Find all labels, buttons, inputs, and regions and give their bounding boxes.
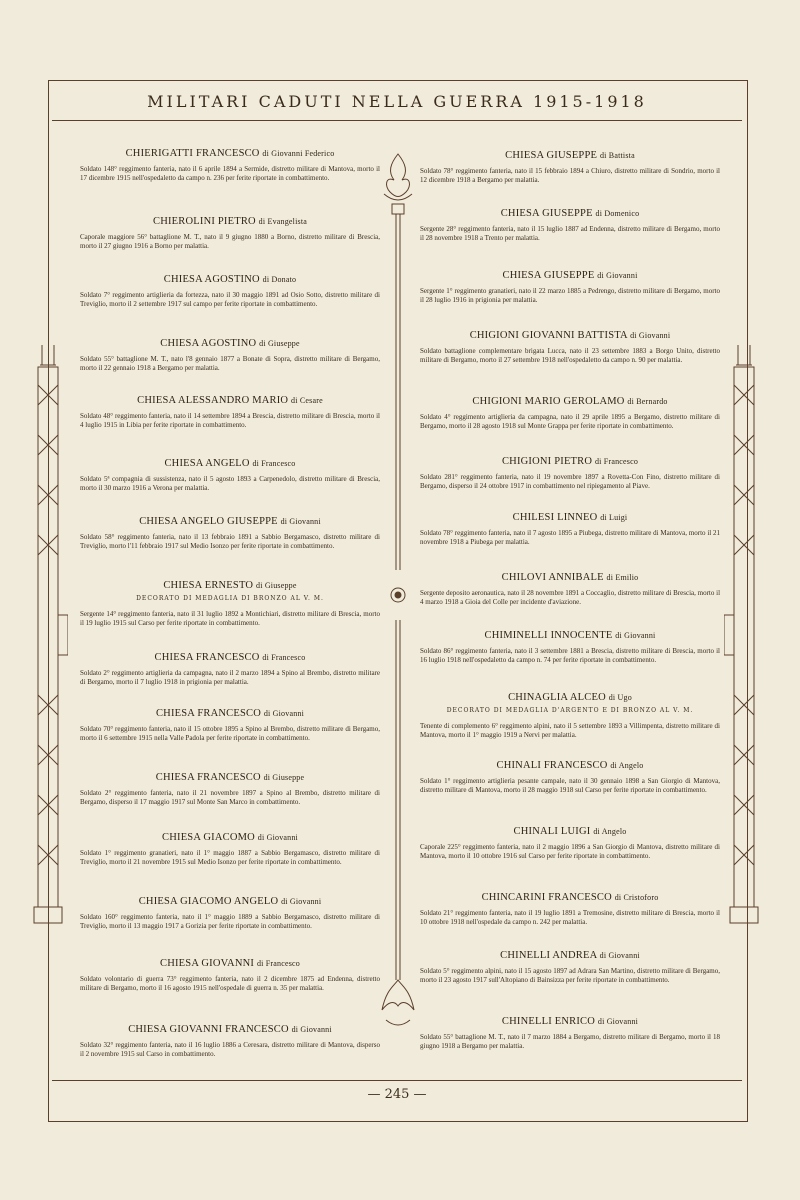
entry-text: Soldato 58° reggimento fanteria, nato il 13 febbraio 1891 a Sabbio Bergamasco, distretto militare di Treviglio, morto l'11 febbraio 1917 sul Medio Isonzo per ferite riportate in combattimento. <box>80 533 380 550</box>
entry-text: Soldato 7° reggimento artiglieria da fortezza, nato il 30 maggio 1891 ad Osio Sotto, distretto militare di Treviglio, morto il 2 settembre 1917 sul campo per ferite riportate in combattimento. <box>80 291 380 308</box>
entry-patronymic: di Emilio <box>606 573 639 582</box>
entry-patronymic: di Angelo <box>610 761 644 770</box>
entry-name: CHINAGLIA ALCEO <box>508 692 606 703</box>
entry-name: CHIESA ANGELO GIUSEPPE <box>139 516 278 527</box>
entry-name: CHILOVI ANNIBALE <box>501 572 604 583</box>
entry-patronymic: di Giuseppe <box>259 339 300 348</box>
entry-patronymic: di Giovanni <box>291 1025 332 1034</box>
entry-name: CHIESA GIUSEPPE <box>500 208 593 219</box>
entry-name: CHIGIONI MARIO GEROLAMO <box>472 396 625 407</box>
entry-text: Caporale maggiore 56° battaglione M. T., nato il 9 giugno 1880 a Borno, distretto militare di Brescia, morto il 27 giugno 1916 a Borno per malattia. <box>80 233 380 250</box>
entry-text: Soldato 21° reggimento fanteria, nato il 19 luglio 1891 a Tremosine, distretto militare di Brescia, morto il 10 ottobre 1918 nell'ospedale da campo n. 242 per malattia. <box>420 909 720 926</box>
list-item <box>420 630 720 665</box>
entry-name: CHIESA ERNESTO <box>163 580 254 591</box>
entry-patronymic: di Giovanni <box>630 331 671 340</box>
list-item <box>80 708 380 743</box>
entry-text: Soldato 2° reggimento fanteria, nato il 21 novembre 1897 a Spino al Brembo, distretto militare di Bergamo, disperso il 17 maggio 1917 sul Monte San Marco in combattimento. <box>80 789 380 806</box>
list-item <box>80 832 380 867</box>
list-item <box>420 208 720 243</box>
entry-patronymic: di Francesco <box>594 457 639 466</box>
entry-name: CHIERIGATTI FRANCESCO <box>125 148 260 159</box>
entry-name: CHIESA AGOSTINO <box>163 274 260 285</box>
page-title: MILITARI CADUTI NELLA GUERRA 1915-1918 <box>147 92 647 111</box>
list-item <box>80 772 380 807</box>
entry-patronymic: di Giuseppe <box>263 773 305 782</box>
entry-patronymic: di Francesco <box>256 959 300 968</box>
entry-text: Soldato 78° reggimento fanteria, nato il 15 febbraio 1894 a Chiuro, distretto militare di Sondrio, morto il 12 dicembre 1918 a Bergamo per malattia. <box>420 167 720 184</box>
entry-name: CHIESA GIACOMO <box>162 832 255 843</box>
entry-text: Soldato 32° reggimento fanteria, nato il 16 luglio 1886 a Ceresara, distretto militare di Mantova, disperso il 2 novembre 1915 sul Carso in combattimento. <box>80 1041 380 1058</box>
entry-patronymic: di Cristoforo <box>614 893 659 902</box>
list-item <box>80 216 380 251</box>
list-item <box>420 512 720 547</box>
entry-award: DECORATO DI MEDAGLIA D'ARGENTO E DI BRONZO AL V. M. <box>446 707 694 714</box>
entry-patronymic: di Cesare <box>291 396 323 405</box>
entry-text: Tenente di complemento 6° reggimento alpini, nato il 5 settembre 1893 a Villimpenta, distretto militare di Mantova, morto il 1° maggio 1919 a Nervi per malattia. <box>420 722 720 739</box>
entry-patronymic: di Giovanni <box>597 271 638 280</box>
entry-name: CHIMINELLI INNOCENTE <box>484 630 613 641</box>
list-item <box>420 572 720 607</box>
entry-name: CHIESA FRANCESCO <box>154 652 260 663</box>
entry-name: CHINALI FRANCESCO <box>496 760 608 771</box>
entry-name: CHIESA FRANCESCO <box>155 708 261 719</box>
list-item <box>80 896 380 931</box>
entry-award: DECORATO DI MEDAGLIA DI BRONZO AL V. M. <box>136 595 324 602</box>
list-item <box>420 456 720 491</box>
entry-patronymic: di Angelo <box>593 827 627 836</box>
list-item <box>80 958 380 993</box>
list-item <box>420 760 720 795</box>
entry-text: Soldato 2° reggimento artiglieria da campagna, nato il 2 marzo 1894 a Spino al Brembo, distretto militare di Bergamo, morto il 7 luglio 1918 in prigionia per malattia. <box>80 669 380 686</box>
entry-name: CHIESA GIOVANNI FRANCESCO <box>128 1024 289 1035</box>
entry-text: Soldato 1° reggimento granatieri, nato il 1° maggio 1887 a Sabbio Bergamasco, distretto militare di Treviglio, morto il 21 novembre 1915 sul Medio Isonzo per ferite riportate in combattimento. <box>80 849 380 866</box>
entry-name: CHIESA GIACOMO ANGELO <box>138 896 279 907</box>
entry-text: Soldato 5° reggimento alpini, nato il 15 agosto 1897 ad Adrara San Martino, distretto militare di Bergamo, morto il 23 agosto 1917 sull'Altopiano di Bainsizza per ferite riportate in combattimento. <box>420 967 720 984</box>
list-item <box>80 580 380 628</box>
entry-text: Sergente 14° reggimento fanteria, nato il 31 luglio 1892 a Montichiari, distretto militare di Brescia, morto il 19 luglio 1915 sul Carso per ferite riportate in combattimento. <box>80 610 380 627</box>
list-item <box>420 330 720 365</box>
page-footer <box>52 1080 742 1115</box>
entry-patronymic: di Giovanni <box>597 1017 639 1026</box>
entry-patronymic: di Evangelista <box>258 217 308 226</box>
entry-text: Soldato battaglione complementare brigata Lucca, nato il 23 settembre 1883 a Borgo Unito, distretto militare di Bergamo, morto il 27 settembre 1918 nell'ospedaletto da campo n. 90 per malattia. <box>420 347 720 364</box>
entry-name: CHIESA FRANCESCO <box>155 772 261 783</box>
entry-name: CHINELLI ENRICO <box>501 1016 596 1027</box>
entry-patronymic: di Giovanni <box>257 833 298 842</box>
entry-patronymic: di Giovanni <box>599 951 640 960</box>
entry-patronymic: di Francesco <box>262 653 306 662</box>
list-item <box>420 892 720 927</box>
entry-text: Soldato 1° reggimento artiglieria pesante campale, nato il 30 gennaio 1898 a San Giorgio di Mantova, distretto militare di Mantova, morto il 28 maggio 1918 sul Carso per ferite riportate in combattimento. <box>420 777 720 794</box>
entry-name: CHILESI LINNEO <box>512 512 598 523</box>
entry-name: CHINCARINI FRANCESCO <box>481 892 612 903</box>
entry-patronymic: di Giovanni <box>263 709 305 718</box>
entry-text: Soldato 55° battaglione M. T., nato l'8 gennaio 1877 a Bonate di Sopra, distretto militare di Bergamo, morto il 22 gennaio 1918 a Bergamo per malattia. <box>80 355 380 372</box>
entry-patronymic: di Domenico <box>595 209 640 218</box>
entry-patronymic: di Battista <box>599 151 635 160</box>
entry-text: Sergente 28° reggimento fanteria, nato il 15 luglio 1887 ad Endenna, distretto militare di Bergamo, morto il 28 novembre 1918 a Trento per malattia. <box>420 225 720 242</box>
entry-name: CHIESA GIOVANNI <box>160 958 255 969</box>
list-item <box>80 516 380 551</box>
list-item <box>80 148 380 183</box>
entry-patronymic: di Giovanni Federico <box>262 149 335 158</box>
list-item <box>420 692 720 740</box>
entry-name: CHIGIONI GIOVANNI BATTISTA <box>469 330 628 341</box>
list-item <box>80 652 380 687</box>
entry-name: CHINELLI ANDREA <box>500 950 597 961</box>
entry-text: Soldato 78° reggimento fanteria, nato il 7 agosto 1895 a Piubega, distretto militare di Mantova, morto il 21 novembre 1918 a Piubega per malattia. <box>420 529 720 546</box>
entry-patronymic: di Luigi <box>600 513 628 522</box>
page-number: — 245 — <box>367 1087 427 1102</box>
entry-patronymic: di Bernardo <box>627 397 668 406</box>
right-fasces-column-icon <box>724 345 764 935</box>
entry-text: Soldato 70° reggimento fanteria, nato il 15 ottobre 1895 a Spino al Brembo, distretto militare di Bergamo, morto il 6 settembre 1915 nella Valle Padola per ferite riportate in combattimento. <box>80 725 380 742</box>
list-item <box>420 1016 720 1051</box>
torch-column-icon <box>376 150 420 1040</box>
entry-text: Soldato 86° reggimento fanteria, nato il 3 settembre 1881 a Brescia, distretto militare di Brescia, morto il 16 luglio 1918 nell'ospedaletto da campo n. 74 per ferite riportate in combattimento. <box>420 647 720 664</box>
entry-patronymic: di Giovanni <box>280 517 321 526</box>
list-item <box>420 150 720 185</box>
entry-text: Soldato 4° reggimento artiglieria da campagna, nato il 29 aprile 1895 a Bergamo, distretto militare di Bergamo, morto il 28 agosto 1918 sul Monte Grappa per ferite riportate in combattimento. <box>420 413 720 430</box>
entry-text: Soldato 281° reggimento fanteria, nato il 19 novembre 1897 a Rovetta-Con Fino, distretto militare di Bergamo, disperso il 24 ottobre 1917 in combattimento nel ripiegamento al Piave. <box>420 473 720 490</box>
list-item <box>420 950 720 985</box>
entry-name: CHIESA ALESSANDRO MARIO <box>137 395 289 406</box>
entry-text: Caporale 225° reggimento fanteria, nato il 2 maggio 1896 a San Giorgio di Mantova, distretto militare di Mantova, morto il 10 ottobre 1916 sul Carso per ferite riportate in combattimento. <box>420 843 720 860</box>
entry-text: Sergente 1° reggimento granatieri, nato il 22 marzo 1885 a Pedrengo, distretto militare di Bergamo, morto il 28 luglio 1916 in prigionia per malattia. <box>420 287 720 304</box>
entry-text: Soldato 160° reggimento fanteria, nato il 1° maggio 1889 a Sabbio Bergamasco, distretto militare di Treviglio, morto il 13 maggio 1917 a Gorizia per ferite riportate in combattimento. <box>80 913 380 930</box>
entry-text: Soldato volontario di guerra 73° reggimento fanteria, nato il 2 dicembre 1875 ad Endenna, distretto militare di Bergamo, morto il 16 agosto 1915 nell'ospedale di guerra n. 35 per malattia. <box>80 975 380 992</box>
entry-name: CHIESA GIUSEPPE <box>502 270 595 281</box>
entry-name: CHIESA GIUSEPPE <box>505 150 598 161</box>
entry-patronymic: di Francesco <box>252 459 296 468</box>
list-item <box>80 338 380 373</box>
entry-name: CHIESA ANGELO <box>164 458 250 469</box>
list-item <box>420 270 720 305</box>
entry-text: Soldato 48° reggimento fanteria, nato il 14 settembre 1894 a Brescia, distretto militare di Brescia, morto il 4 luglio 1915 in Libia per ferite riportate in combattimento. <box>80 412 380 429</box>
entry-patronymic: di Giovanni <box>615 631 656 640</box>
entry-patronymic: di Ugo <box>608 693 632 702</box>
entry-text: Sergente deposito aeronautica, nato il 28 novembre 1891 a Coccaglio, distretto militare di Brescia, morto il 4 marzo 1918 a Gioia del Colle per incidente d'aviazione. <box>420 589 721 606</box>
entry-text: Soldato 148° reggimento fanteria, nato il 6 aprile 1894 a Sermide, distretto militare di Mantova, morto il 17 dicembre 1915 nell'ospedaletto da campo n. 236 per ferite riportate in combattimento. <box>80 165 380 182</box>
entry-name: CHINALI LUIGI <box>513 826 591 837</box>
list-item <box>80 395 380 430</box>
list-item <box>420 826 720 861</box>
list-item <box>80 458 380 493</box>
list-item <box>80 1024 380 1059</box>
left-fasces-column-icon <box>28 345 68 935</box>
entry-text: Soldato 5ª compagnia di sussistenza, nato il 5 agosto 1893 a Carpenedolo, distretto militare di Brescia, morto il 30 marzo 1916 a Verona per malattia. <box>80 475 380 492</box>
entry-name: CHIESA AGOSTINO <box>160 338 257 349</box>
list-item <box>420 396 720 431</box>
page-header <box>52 84 742 121</box>
list-item <box>80 274 380 309</box>
entry-patronymic: di Giovanni <box>281 897 322 906</box>
entry-patronymic: di Giuseppe <box>256 581 297 590</box>
entry-name: CHIEROLINI PIETRO <box>152 216 256 227</box>
entry-name: CHIGIONI PIETRO <box>501 456 593 467</box>
entry-text: Soldato 55° battaglione M. T., nato il 7 marzo 1884 a Bergamo, distretto militare di Bergamo, morto il 18 giugno 1918 a Bergamo per malattia. <box>420 1033 720 1050</box>
entry-patronymic: di Donato <box>262 275 297 284</box>
